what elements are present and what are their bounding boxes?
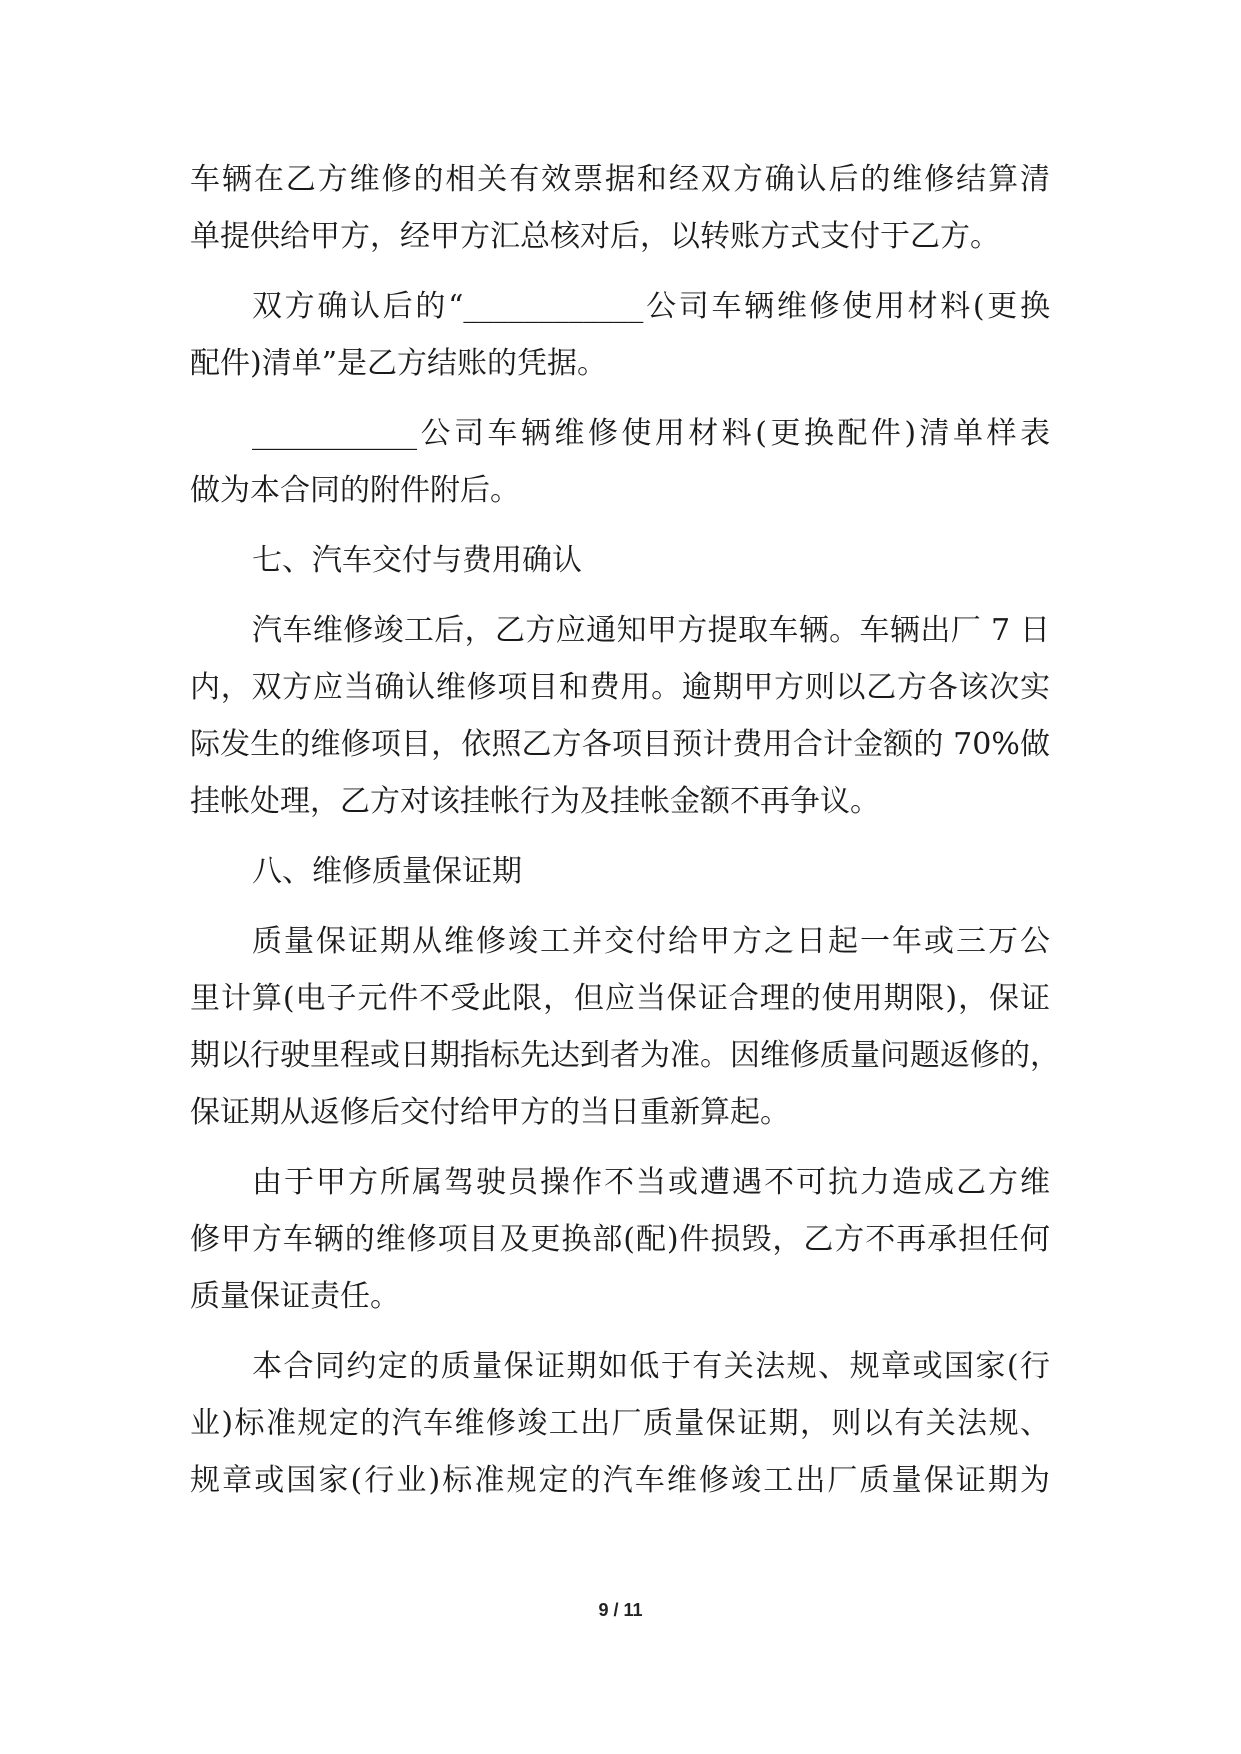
- text-line: ___________公司车辆维修使用材料(更换配件)清单样表: [252, 416, 1050, 451]
- text-line: 里计算(电子元件不受此限，但应当保证合理的使用期限)，保证: [190, 981, 1050, 1016]
- section-heading: 七、汽车交付与费用确认: [252, 543, 582, 578]
- text-line: 由于甲方所属驾驶员操作不当或遭遇不可抗力造成乙方维: [252, 1165, 1050, 1200]
- text-line: 单提供给甲方，经甲方汇总核对后，以转账方式支付于乙方。: [190, 219, 1000, 254]
- text-line: 际发生的维修项目，依照乙方各项目预计费用合计金额的 70%做: [190, 727, 1050, 762]
- text-line: 内，双方应当确认维修项目和费用。逾期甲方则以乙方各该次实: [190, 670, 1050, 705]
- text-line: 做为本合同的附件附后。: [190, 473, 520, 508]
- text-line: 汽车维修竣工后，乙方应通知甲方提取车辆。车辆出厂 7 日: [252, 613, 1050, 648]
- text-line: 规章或国家(行业)标准规定的汽车维修竣工出厂质量保证期为: [190, 1463, 1050, 1498]
- text-line: 质量保证责任。: [190, 1279, 400, 1314]
- text-line: 车辆在乙方维修的相关有效票据和经双方确认后的维修结算清: [190, 162, 1050, 197]
- text-line: 本合同约定的质量保证期如低于有关法规、规章或国家(行: [252, 1349, 1050, 1384]
- text-line: 质量保证期从维修竣工并交付给甲方之日起一年或三万公: [252, 924, 1050, 959]
- section-heading: 八、维修质量保证期: [252, 854, 522, 889]
- text-line: 业)标准规定的汽车维修竣工出厂质量保证期，则以有关法规、: [190, 1406, 1050, 1441]
- text-line: 配件)清单”是乙方结账的凭据。: [190, 346, 608, 381]
- text-line: 挂帐处理，乙方对该挂帐行为及挂帐金额不再争议。: [190, 784, 880, 819]
- text-line: 双方确认后的“____________公司车辆维修使用材料(更换: [252, 289, 1050, 324]
- page-number: 9 / 11: [598, 1600, 643, 1620]
- text-line: 保证期从返修后交付给甲方的当日重新算起。: [190, 1095, 790, 1130]
- text-line: 修甲方车辆的维修项目及更换部(配)件损毁，乙方不再承担任何: [190, 1222, 1050, 1257]
- text-line: 期以行驶里程或日期指标先达到者为准。因维修质量问题返修的，: [190, 1038, 1060, 1073]
